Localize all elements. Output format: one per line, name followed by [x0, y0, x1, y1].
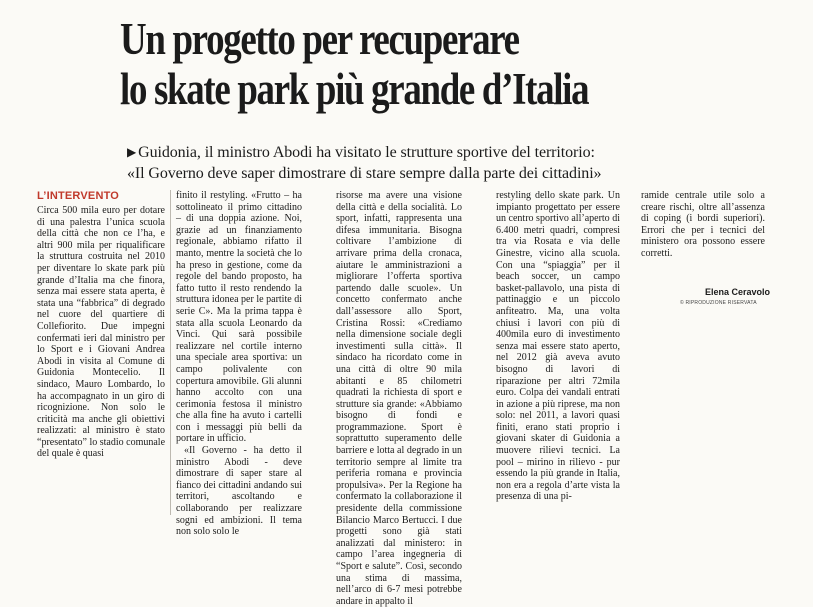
column-2-text-a: finito il restyling. «Frutto – ha sottolineato il primo cittadino – di una doppia azione. Noi, grazie ad un finanziamento regionale, abbiamo rifatto il manto, mentre la società che lo ha preso in gestione, come da regole del bando proposto, ha fatto tutto il resto rendendo la struttura idonea per le partite di serie C». Ma la prima tappa è stata alla scuola Leonardo da Vinci. Qui sarà possibile realizzare nel cortile interno una speciale area sportiva: un campo polivalente con copertura amovibile. Gli alunni hanno accolto con una cerimonia festosa il ministro che alla fine ha avuto i cartelli con i messaggi più belli da portare in ufficio.	[176, 190, 302, 445]
headline	[120, 14, 678, 114]
subheadline	[127, 142, 807, 184]
subheadline-line-1: Guidonia, il ministro Abodi ha visitato le strutture sportive del territorio:	[138, 144, 595, 161]
article-column-2	[176, 190, 302, 538]
column-3-text: risorse ma avere una visione della città e della socialità. Lo sport, infatti, rappresenta una difesa immunitaria. Bisogna coltivare l’ambizione di arrivare prima della cronaca, aiutare le amministrazioni a migliorare l’offerta sportiva partendo dalle scuole». Un concetto confermato anche dall’assessore allo Sport, Cristina Rossi: «Crediamo nella dimensione sociale degli investimenti sulla città». Il sindaco ha ricordato come in una città di oltre 90 mila abitanti e 85 chilometri quadrati la richiesta di sport e strutture sia grande: «Abbiamo bisogno di fondi e programmazione. Sport è soprattutto superamento delle barriere e lotta al degrado in un territorio sempre al limite tra periferia romana e provincia propulsiva». Per la Regione ha confermato la collaborazione il presidente della commissione Bilancio Marco Bertucci. I due progetti sono già stati analizzati dal ministero: in campo l’area ingegneria di “Sport e salute”. Così, secondo una stima di massima, nell’arco di 6-7 mesi potrebbe andare in appalto il	[336, 190, 462, 607]
headline-line-1: Un progetto per recuperare	[120, 14, 519, 64]
article-column-3	[336, 190, 462, 607]
article-column-5	[641, 190, 765, 275]
copyright-notice: © RIPRODUZIONE RISERVATA	[680, 300, 757, 306]
triangle-arrow-icon: ▶	[127, 145, 137, 159]
column-4-text: restyling dello skate park. Un impianto progettato per essere un centro sportivo all’aperto di 6.400 metri quadri, compresi tra via Rosata e via delle Ginestre, vicino alla scuola. Con una “spiaggia” per il beach soccer, un campo basket-pallavolo, una pista di pattinaggio e un piccolo anfiteatro. Ma, una volta chiusi i lavori con più di 400mila euro di investimento senza mai essere stato aperto, nel 2012 già aveva avuto bisogno di lavori di riparazione per altri 72mila euro. Colpa dei vandali entrati in azione a più riprese, ma non solo: nel 2011, a lavori quasi finiti, erano stati proprio i giovani skater di Guidonia a muovere rilievi tecnici. La pool – mirino in rilievo - pur essendo la più grande in Italia, non era a regola d’arte vista la presenza di una pi-	[496, 190, 620, 503]
column-2-text-b: «Il Governo - ha detto il ministro Abodi - deve dimostrare di saper stare al fianco dei cittadini andando sui territori, ascoltando e collaborando per realizzare sogni ed ambizioni. Il tema non solo solo le	[176, 445, 302, 538]
article-column-1	[37, 205, 165, 515]
column-divider	[170, 190, 171, 515]
article-column-4	[496, 190, 620, 515]
section-label: L’INTERVENTO	[37, 190, 120, 202]
column-5-text: ramide centrale utile solo a creare rischi, oltre all’assenza di coping (i bordi superiori). Errori che per i tecnici del ministero ora possono essere corretti.	[641, 190, 765, 259]
column-1-text: Circa 500 mila euro per dotare di una palestra l’unica scuola della città che non ce l’ha, e altri 900 mila per riqualificare la struttura costruita nel 2010 per diventare lo skate park più grande d’Italia ma che finora, senza mai essere stata aperta, è stata una “fabbrica” di degrado nel cuore del quartiere di Collefiorito. Due impegni confermati ieri dal ministro per lo Sport e i Giovani Andrea Abodi in visita al Comune di Guidonia Montecelio. Il sindaco, Mauro Lombardo, lo ha accompagnato in un giro di ricognizione. Non solo le criticità ma anche gli obiettivi realizzati: al ministro è stato “presentato” lo stadio comunale del quale è quasi	[37, 205, 166, 460]
author-byline: Elena Ceravolo	[705, 287, 771, 297]
headline-line-2: lo skate park più grande d’Italia	[120, 64, 589, 114]
subheadline-line-2: «Il Governo deve saper dimostrare di stare sempre dalla parte dei cittadini»	[127, 165, 602, 182]
